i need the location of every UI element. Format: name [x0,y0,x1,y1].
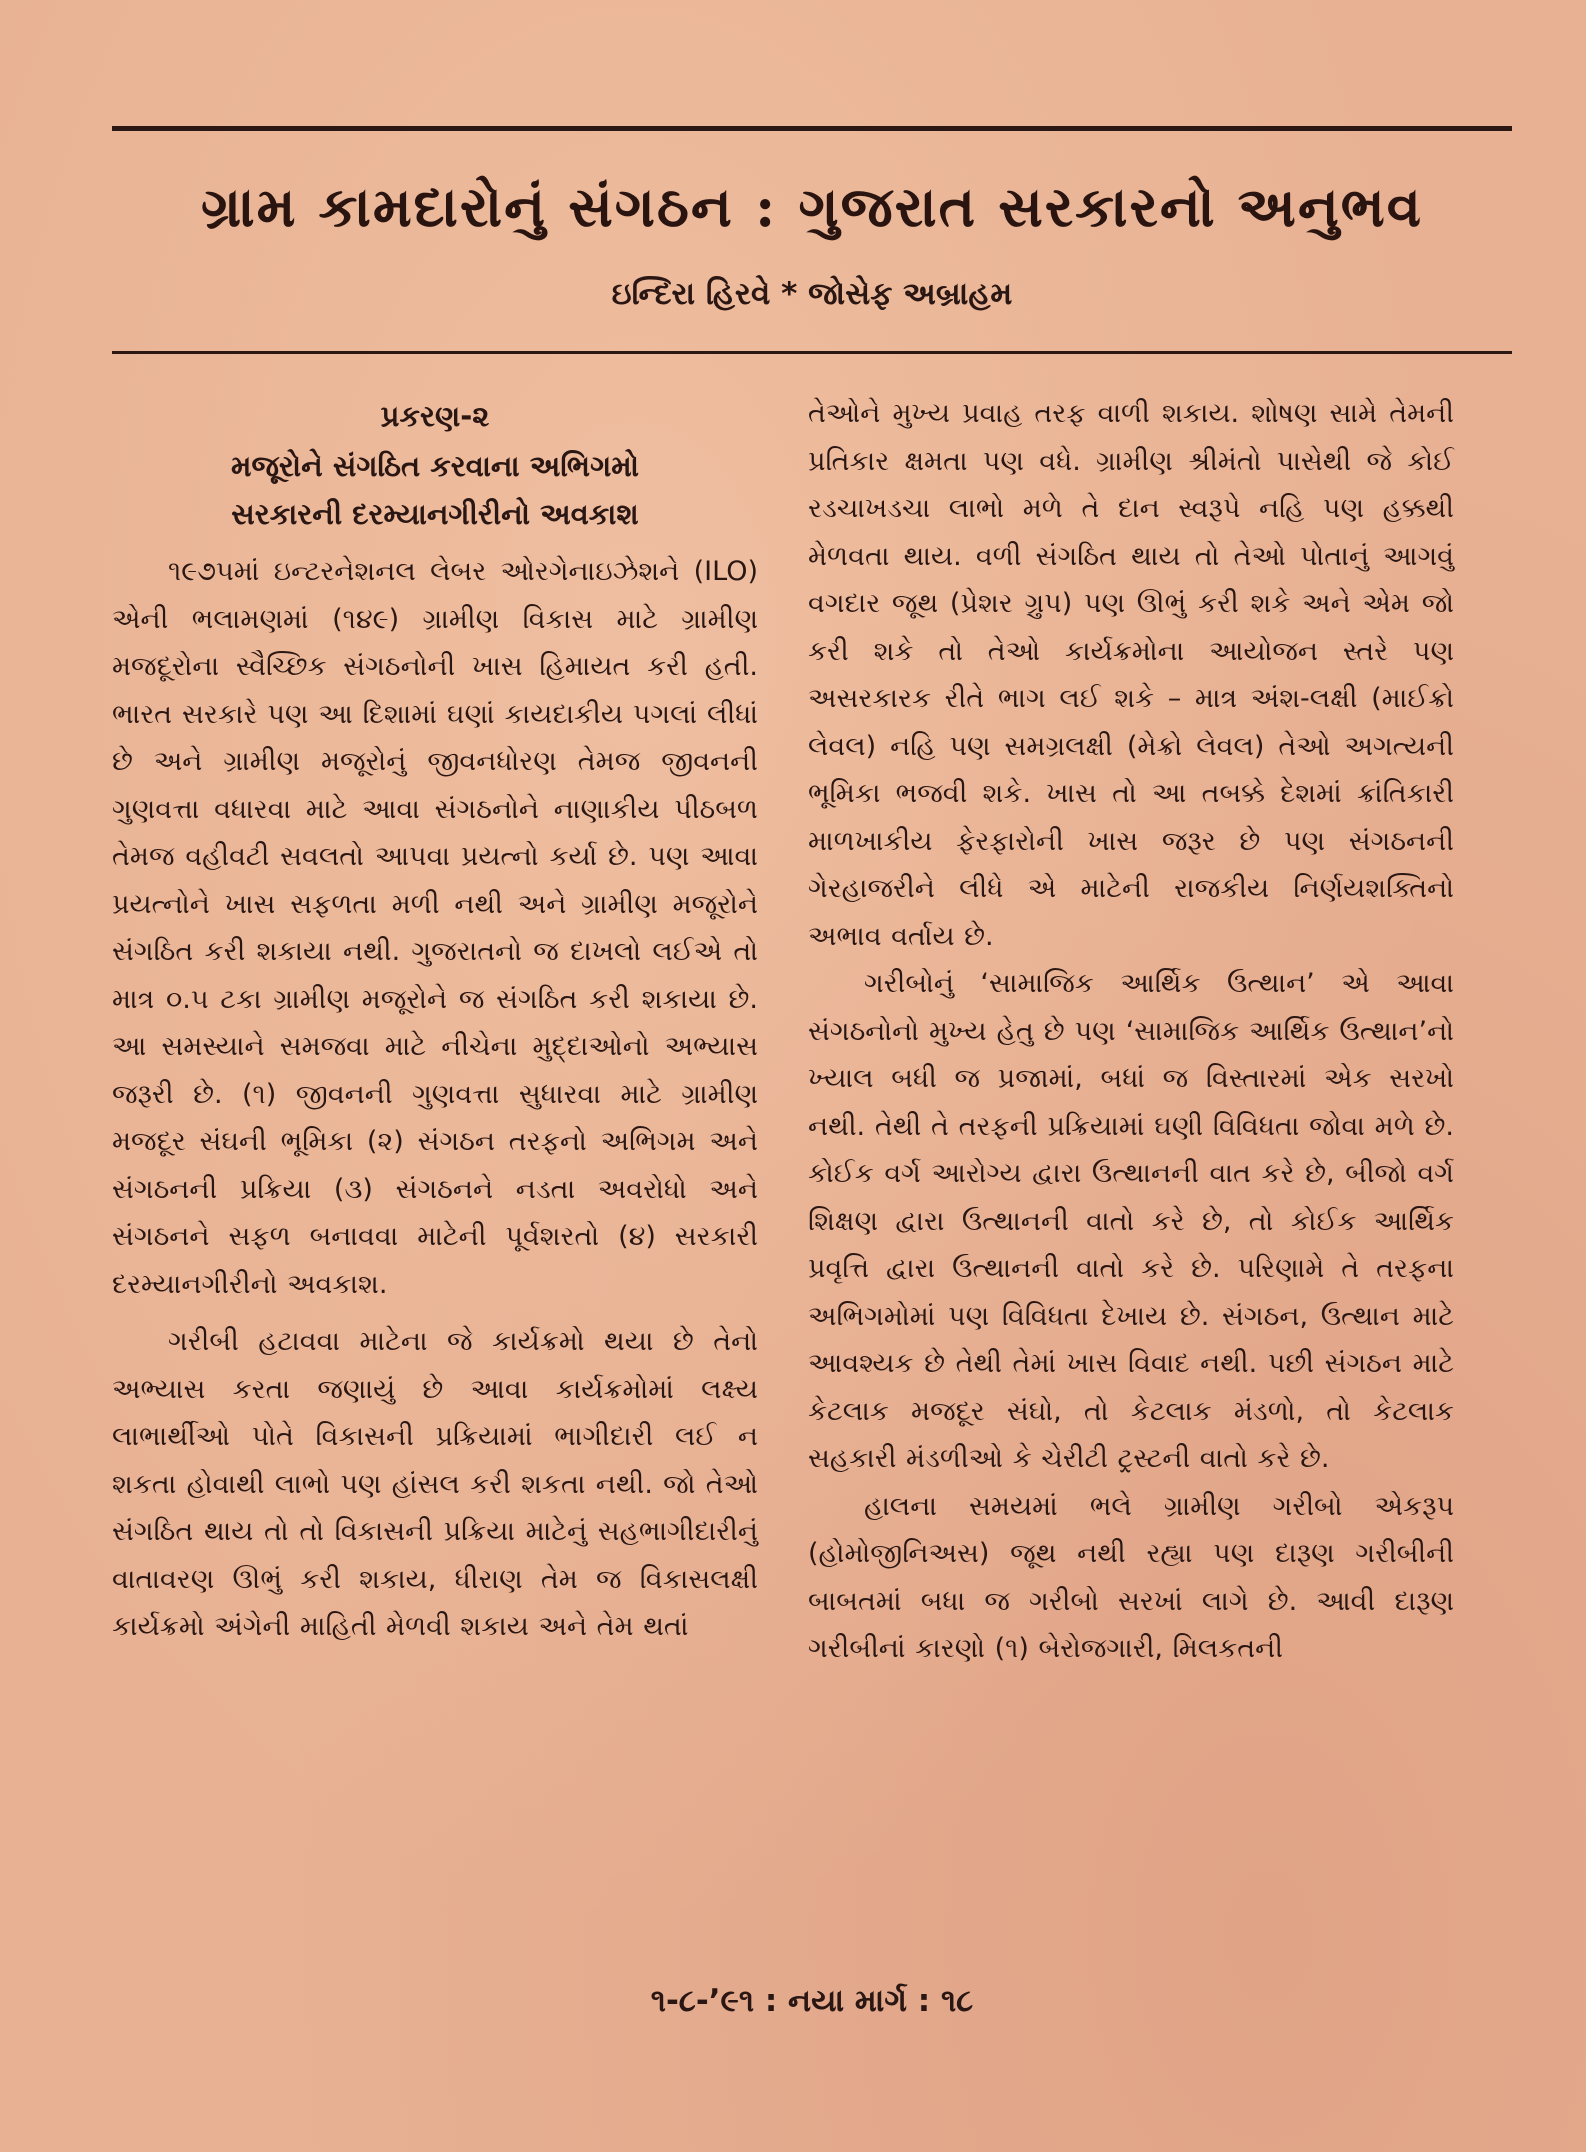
body-paragraph: હાલના સમયમાં ભલે ગ્રામીણ ગરીબો એકરૂપ (હોમોજીનિઅસ) જૂથ નથી રહ્યા પણ દારૂણ ગરીબીની બાબતમાં બધા જ ગરીબો સરખાં લાગે છે. આવી દારૂણ ગરીબીનાં કારણો (૧) બેરોજગારી, મિલકતની [808,1490,1454,1664]
body-paragraph: ૧૯૭૫માં ઇન્ટરનેશનલ લેબર ઓરગેનાઇઝેશને (ILO) એની ભલામણમાં (૧૪૯) ગ્રામીણ વિકાસ માટે ગ્રામીણ મજદૂરોના સ્વૈચ્છિક સંગઠનોની ખાસ હિમાયત કરી હતી. ભારત સરકારે પણ આ દિશામાં ઘણાં કાયદાકીય પગલાં લીધાં છે અને ગ્રામીણ મજૂરોનું જીવનધોરણ તેમજ જીવનની ગુણવત્તા વધારવા માટે આવા સંગઠનોને નાણાકીય પીઠબળ તેમજ વહીવટી સવલતો આપવા પ્રયત્નો કર્યા છે. પણ આવા પ્રયત્નોને ખાસ સફળતા મળી નથી અને ગ્રામીણ મજૂરોને સંગઠિત કરી શકાયા નથી. ગુજરાતનો જ દાખલો લઈએ તો માત્ર ૦.૫ ટકા ગ્રામીણ મજૂરોને જ સંગઠિત કરી શકાયા છે. આ સમસ્યાને સમજવા માટે નીચેના મુદ્દાઓનો અભ્યાસ જરૂરી છે. (૧) જીવનની ગુણવત્તા સુધારવા માટે ગ્રામીણ મજદૂર સંઘની ભૂમિકા (૨) સંગઠન તરફનો અભિગમ અને સંગઠનની પ્રક્રિયા (૩) સંગઠનને નડતા અવરોધો અને સંગઠનને સફળ બનાવવા માટેની પૂર્વશરતો (૪) સરકારી દરમ્યાનગીરીનો અવકાશ. [112,556,758,1300]
article-authors: ઇન્દિરા હિરવે * જોસેફ અબ્રાહમ [611,276,1013,312]
page-footer: ૧-૮-’૯૧ : નયા માર્ગ : ૧૮ [650,1983,974,2019]
body-paragraph: ગરીબોનું ‘સામાજિક આર્થિક ઉત્થાન’ એ આવા સંગઠનોનો મુખ્ય હેતુ છે પણ ‘સામાજિક આર્થિક ઉત્થાન’નો ખ્યાલ બધી જ પ્રજામાં, બધાં જ વિસ્તારમાં એક સરખો નથી. તેથી તે તરફની પ્રક્રિયામાં ઘણી વિવિધતા જોવા મળે છે. કોઈક વર્ગ આરોગ્ય દ્વારા ઉત્થાનની વાત કરે છે, બીજો વર્ગ શિક્ષણ દ્વારા ઉત્થાનની વાતો કરે છે, તો કોઈક આર્થિક પ્રવૃત્તિ દ્વારા ઉત્થાનની વાતો કરે છે. પરિણામે તે તરફના અભિગમોમાં પણ વિવિધતા દેખાય છે. સંગઠન, ઉત્થાન માટે આવશ્યક છે તેથી તેમાં ખાસ વિવાદ નથી. પછી સંગઠન માટે કેટલાક મજદૂર સંઘો, તો કેટલાક મંડળો, તો કેટલાક સહકારી મંડળીઓ કે ચેરીટી ટ્રસ્ટની વાતો કરે છે. [808,968,1454,1474]
top-rule [112,126,1512,131]
section-heading-line2: સરકારની દરમ્યાનગીરીનો અવકાશ [231,497,639,531]
article-title: ગ્રામ કામદારોનું સંગઠન : ગુજરાત સરકારનો અનુભવ [200,174,1424,239]
chapter-label: પ્રકરણ-૨ [380,399,490,433]
right-column [808,390,1454,1673]
body-paragraph: ગરીબી હટાવવા માટેના જે કાર્યક્રમો થયા છે તેનો અભ્યાસ કરતા જણાયું છે આવા કાર્યક્રમોમાં લક્ષ્ય લાભાર્થીઓ પોતે વિકાસની પ્રક્રિયામાં ભાગીદારી લઈ ન શકતા હોવાથી લાભો પણ હાંસલ કરી શકતા નથી. જો તેઓ સંગઠિત થાય તો તો વિકાસની પ્રક્રિયા માટેનું સહભાગીદારીનું વાતાવરણ ઊભું કરી શકાય, ધીરાણ તેમ જ વિકાસલક્ષી કાર્યક્રમો અંગેની માહિતી મેળવી શકાય અને તેમ થતાં [112,1326,758,1642]
left-column [112,390,758,1651]
body-paragraph: તેઓને મુખ્ય પ્રવાહ તરફ વાળી શકાય. શોષણ સામે તેમની પ્રતિકાર ક્ષમતા પણ વધે. ગ્રામીણ શ્રીમંતો પાસેથી જે કોઈ રડચાખડચા લાભો મળે તે દાન સ્વરૂપે નહિ પણ હક્કથી મેળવતા થાય. વળી સંગઠિત થાય તો તેઓ પોતાનું આગવું વગદાર જૂથ (પ્રેશર ગ્રુપ) પણ ઊભું કરી શકે અને એમ જો કરી શકે તો તેઓ કાર્યક્રમોના આયોજન સ્તરે પણ અસરકારક રીતે ભાગ લઈ શકે – માત્ર અંશ-લક્ષી (માઈક્રો લેવલ) નહિ પણ સમગ્રલક્ષી (મેક્રો લેવલ) તેઓ અગત્યની ભૂમિકા ભજવી શકે. ખાસ તો આ તબક્કે દેશમાં ક્રાંતિકારી માળખાકીય ફેરફારોની ખાસ જરૂર છે પણ સંગઠનની ગેરહાજરીને લીધે એ માટેની રાજકીય નિર્ણયશક્તિનો અભાવ વર્તાય છે. [808,398,1454,952]
header-rule [112,351,1512,354]
section-heading-line1: મજૂરોને સંગઠિત કરવાના અભિગમો [231,449,639,483]
